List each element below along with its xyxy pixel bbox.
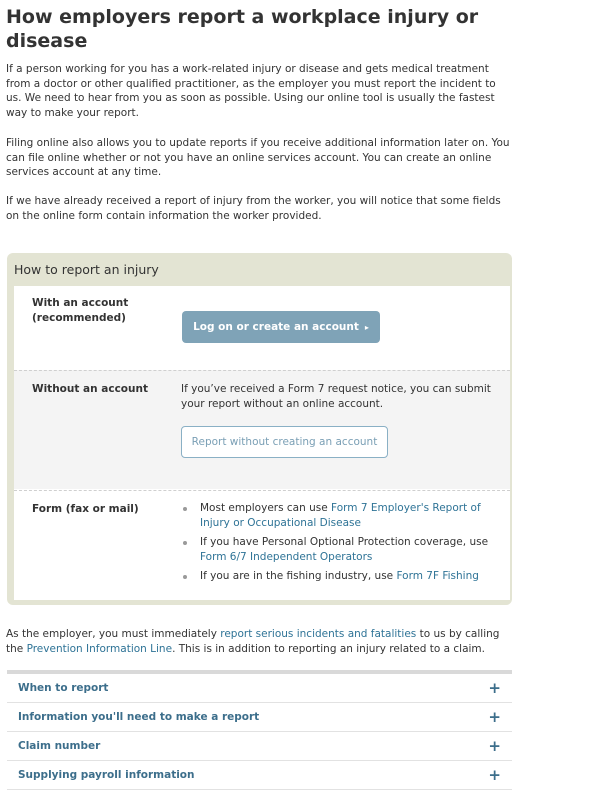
prevention-line-link[interactable]: Prevention Information Line: [26, 642, 173, 655]
accordion-item-label: When to report: [18, 682, 109, 694]
without-account-text: If you’ve received a Form 7 request notice, you can submit your report without an online account.: [181, 383, 491, 410]
log-on-button-label: Log on or create an account: [193, 321, 359, 333]
list-item: [181, 535, 501, 565]
intro-paragraph: If we have already received a report of injury from the worker, you will notice that some fields on the online form contain information the worker provided.: [6, 195, 501, 222]
bullet-icon: [183, 575, 187, 579]
report-options: [14, 286, 510, 599]
expand-plus-icon: +: [488, 766, 501, 784]
list-item: [181, 501, 501, 531]
expand-plus-icon: +: [488, 679, 501, 697]
with-account-row: [14, 286, 510, 368]
accordion-item-information-needed[interactable]: [7, 703, 512, 732]
list-item: [181, 569, 501, 584]
accordion-item-claim-number[interactable]: [7, 732, 512, 761]
form-7f-link[interactable]: Form 7F Fishing: [396, 570, 479, 582]
form-6-7-link[interactable]: Form 6/7 Independent Operators: [200, 551, 373, 563]
accordion-item-label: Information you'll need to make a report: [18, 711, 260, 723]
accordion-item-label: Claim number: [18, 740, 101, 752]
without-account-row: [14, 370, 510, 489]
accordion: [7, 670, 512, 796]
note-text: As the employer, you must immediately: [6, 628, 221, 640]
accordion-item-when-to-report[interactable]: [7, 674, 512, 703]
note-text: to us by calling the: [6, 628, 500, 655]
form-mail-label: Form (fax or mail): [32, 503, 139, 515]
intro-paragraph: Filing online also allows you to update reports if you receive additional information later on. You can file online whether or not you have an online services account. You can create an online services account at any time.: [6, 137, 510, 178]
with-account-label: With an account (recommended): [32, 297, 129, 324]
how-to-report-panel: [7, 253, 512, 605]
list-item-text: If you have Personal Optional Protection coverage, use: [200, 536, 489, 548]
form-mail-row: [14, 490, 510, 600]
report-without-account-button[interactable]: Report without creating an account: [181, 426, 388, 458]
expand-plus-icon: +: [488, 737, 501, 755]
without-account-label: Without an account: [32, 383, 148, 395]
expand-plus-icon: +: [488, 708, 501, 726]
list-item-text: Most employers can use: [200, 502, 332, 514]
serious-incidents-link[interactable]: report serious incidents and fatalities: [220, 628, 417, 640]
form-list: [181, 501, 501, 588]
accordion-item-label: Supplying payroll information: [18, 769, 195, 781]
note-text: . This is in addition to reporting an injury related to a claim.: [172, 642, 485, 655]
caret-right-icon: ▸: [364, 323, 369, 332]
panel-title: How to report an injury: [14, 262, 159, 277]
accordion-item-payroll-information[interactable]: [7, 761, 512, 790]
employer-note: [6, 627, 514, 656]
log-on-button[interactable]: [182, 311, 380, 343]
bullet-icon: [183, 541, 187, 545]
page-title: How employers report a workplace injury or disease: [6, 6, 479, 52]
list-item-text: If you are in the fishing industry, use: [200, 570, 397, 582]
intro-paragraph: If a person working for you has a work-related injury or disease and gets medical treatment from a doctor or other qualified practitioner, as the employer you must report the incident to us. We need to hear from you as soon as possible. Using our online tool is usually the fastest way to make your report.: [6, 63, 496, 119]
form-7-link[interactable]: Form 7 Employer's Report of Injury or Occupational Disease: [200, 502, 481, 529]
bullet-icon: [183, 507, 187, 511]
